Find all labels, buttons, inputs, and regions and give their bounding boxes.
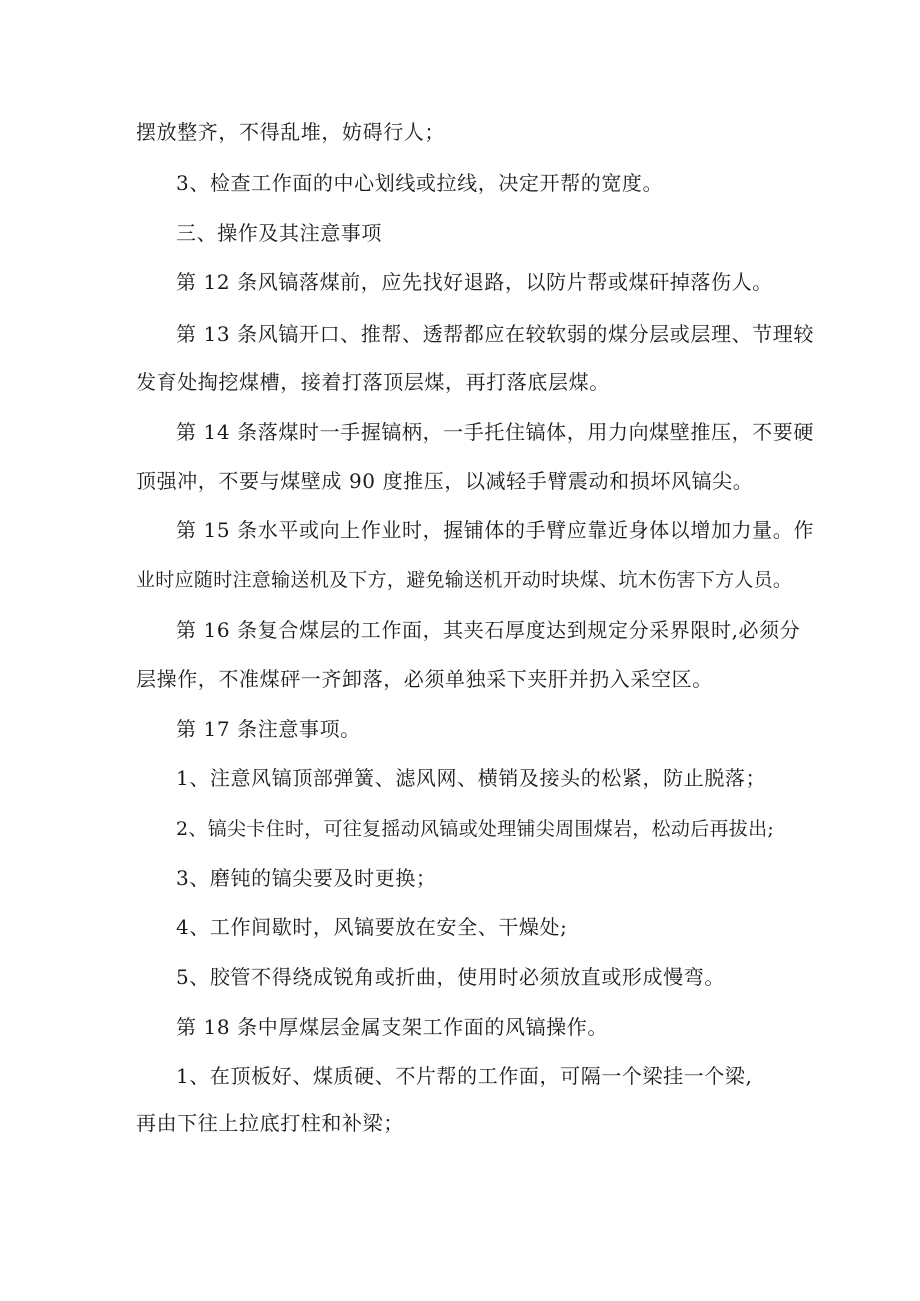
text-line-18: 5、胶管不得绕成锐角或折曲，使用时必须放直或形成慢弯。 xyxy=(176,965,725,989)
text-line-20: 1、在顶板好、煤质硬、不片帮的工作面，可隔一个梁挂一个梁, xyxy=(176,1064,753,1088)
text-line-1: 摆放整齐，不得乱堆，妨碍行人； xyxy=(136,120,445,144)
text-line-16: 3、磨钝的镐尖要及时更换； xyxy=(176,866,437,890)
text-line-14: 1、注意风镐顶部弹簧、滤风网、横销及接头的松紧，防止脱落； xyxy=(176,766,767,790)
text-line-4: 第 12 条风镐落煤前，应先找好退路，以防片帮或煤矸掉落伤人。 xyxy=(176,270,773,294)
text-line-11: 第 16 条复合煤层的工作面，其夹石厚度达到规定分采界限时,必须分 xyxy=(176,618,801,642)
text-line-8: 顶强冲，不要与煤壁成 90 度推压，以减轻手臂震动和损坏风镐尖。 xyxy=(136,469,754,493)
text-line-5: 第 13 条风镐开口、推帮、透帮都应在较软弱的煤分层或层理、节理较 xyxy=(176,322,814,346)
text-line-12: 层操作，不准煤砰一齐卸落，必须单独采下夹肝并扔入采空区。 xyxy=(136,667,713,691)
text-line-15: 2、镐尖卡住时，可往复摇动风镐或处理铺尖周围煤岩，松动后再拔出; xyxy=(176,818,775,840)
section-heading: 三、操作及其注意事项 xyxy=(176,221,382,245)
text-line-2: 3、检查工作面的中心划线或拉线，决定开帮的宽度。 xyxy=(176,171,664,195)
text-line-21: 再由下往上拉底打柱和补梁； xyxy=(136,1111,404,1135)
text-line-9: 第 15 条水平或向上作业时，握铺体的手臂应靠近身体以增加力量。作 xyxy=(176,518,814,542)
text-line-19: 第 18 条中厚煤层金属支架工作面的风镐操作。 xyxy=(176,1015,608,1039)
text-line-13: 第 17 条注意事项。 xyxy=(176,717,361,741)
text-line-7: 第 14 条落煤时一手握镐柄，一手托住镐体，用力向煤壁推压，不要硬 xyxy=(176,420,814,444)
text-line-17: 4、工作间歇时，风镐要放在安全、干燥处; xyxy=(176,915,568,939)
text-line-6: 发育处掏挖煤槽，接着打落顶层煤，再打落底层煤。 xyxy=(136,370,610,394)
text-line-10: 业时应随时注意输送机及下方，避免输送机开动时块煤、坑木伤害下方人员。 xyxy=(136,569,793,591)
